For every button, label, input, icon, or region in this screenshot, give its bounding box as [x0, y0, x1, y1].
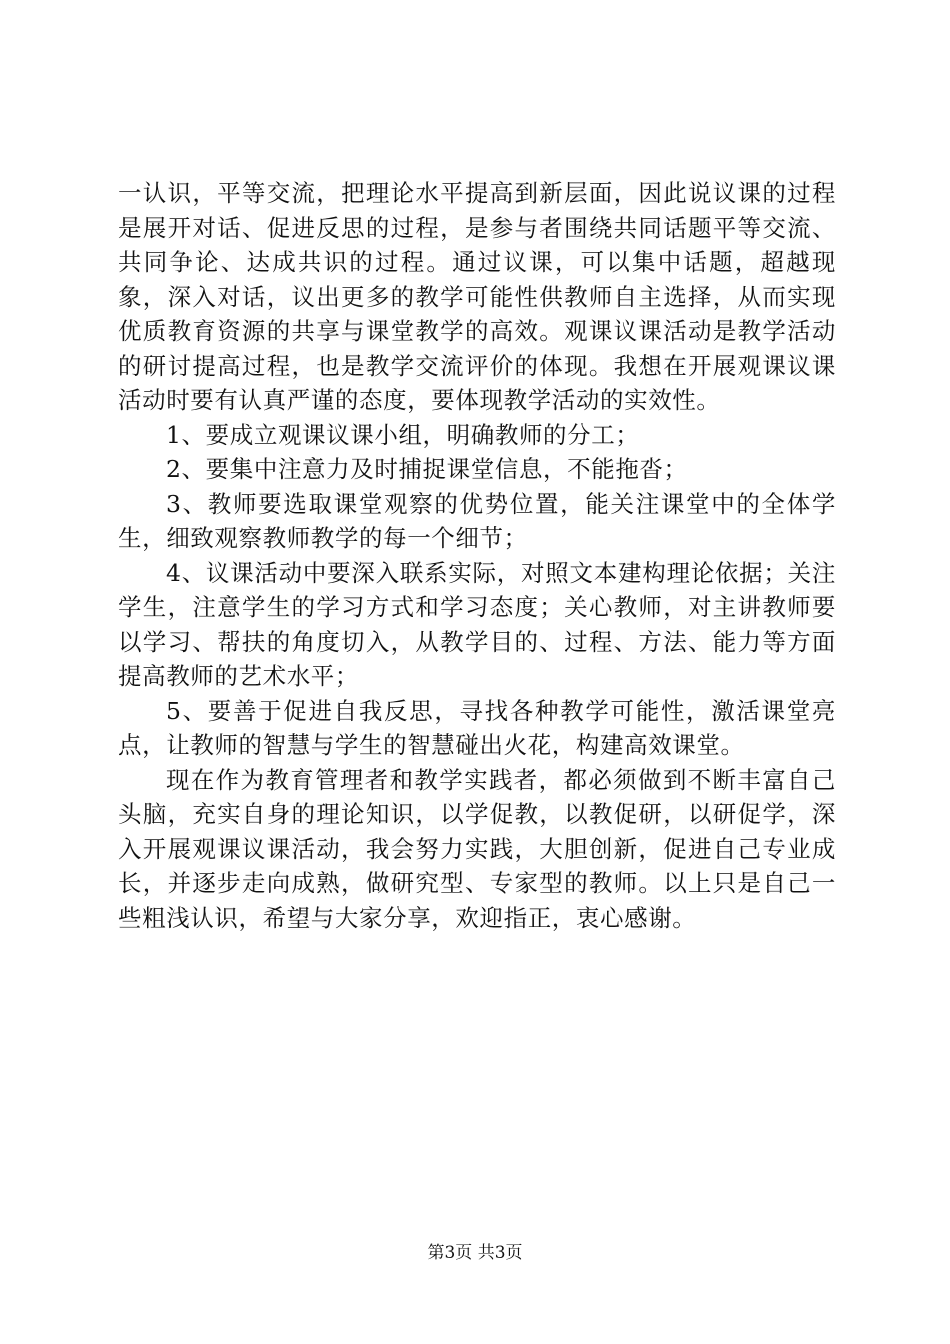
list-item-1: 1、要成立观课议课小组，明确教师的分工；	[166, 420, 640, 449]
paragraph-continuation: 一认识，平等交流，把理论水平提高到新层面，因此说议课的过程是展开对话、促进反思的过程，是参与者围绕共同话题平等交流、共同争论、达成共识的过程。通过议课，可以集中话题，超越现象，深入对话，议出更多的教学可能性供教师自主选择，从而实现优质教育资源的共享与课堂教学的高效。观课议课活动是教学活动的研讨提高过程，也是教学交流评价的体现。我想在开展观课议课活动时要有认真严谨的态度，要体现教学活动的实效性。	[118, 179, 836, 414]
list-item-4: 4、议课活动中要深入联系实际，对照文本建构理论依据；关注学生，注意学生的学习方式和学习态度；关心教师，对主讲教师要以学习、帮扶的角度切入，从教学目的、过程、方法、能力等方面提高教师的艺术水平；	[118, 558, 836, 690]
list-item-5: 5、要善于促进自我反思，寻找各种教学可能性，激活课堂亮点，让教师的智慧与学生的智慧碰出火花，构建高效课堂。	[118, 696, 836, 759]
list-item-2: 2、要集中注意力及时捕捉课堂信息，不能拖沓；	[166, 455, 688, 483]
closing-paragraph: 现在作为教育管理者和教学实践者，都必须做到不断丰富自己头脑，充实自身的理论知识，以学促教，以教促研，以研促学，深入开展观课议课活动，我会努力实践，大胆创新，促进自己专业成长，并逐步走向成熟，做研究型、专家型的教师。以上只是自己一些粗浅认识，希望与大家分享，欢迎指正，衷心感谢。	[118, 765, 836, 932]
list-item-3: 3、教师要选取课堂观察的优势位置，能关注课堂中的全体学生，细致观察教师教学的每一个细节；	[118, 489, 836, 552]
document-body	[118, 176, 836, 935]
page-footer: 第3页 共3页	[427, 1243, 523, 1263]
